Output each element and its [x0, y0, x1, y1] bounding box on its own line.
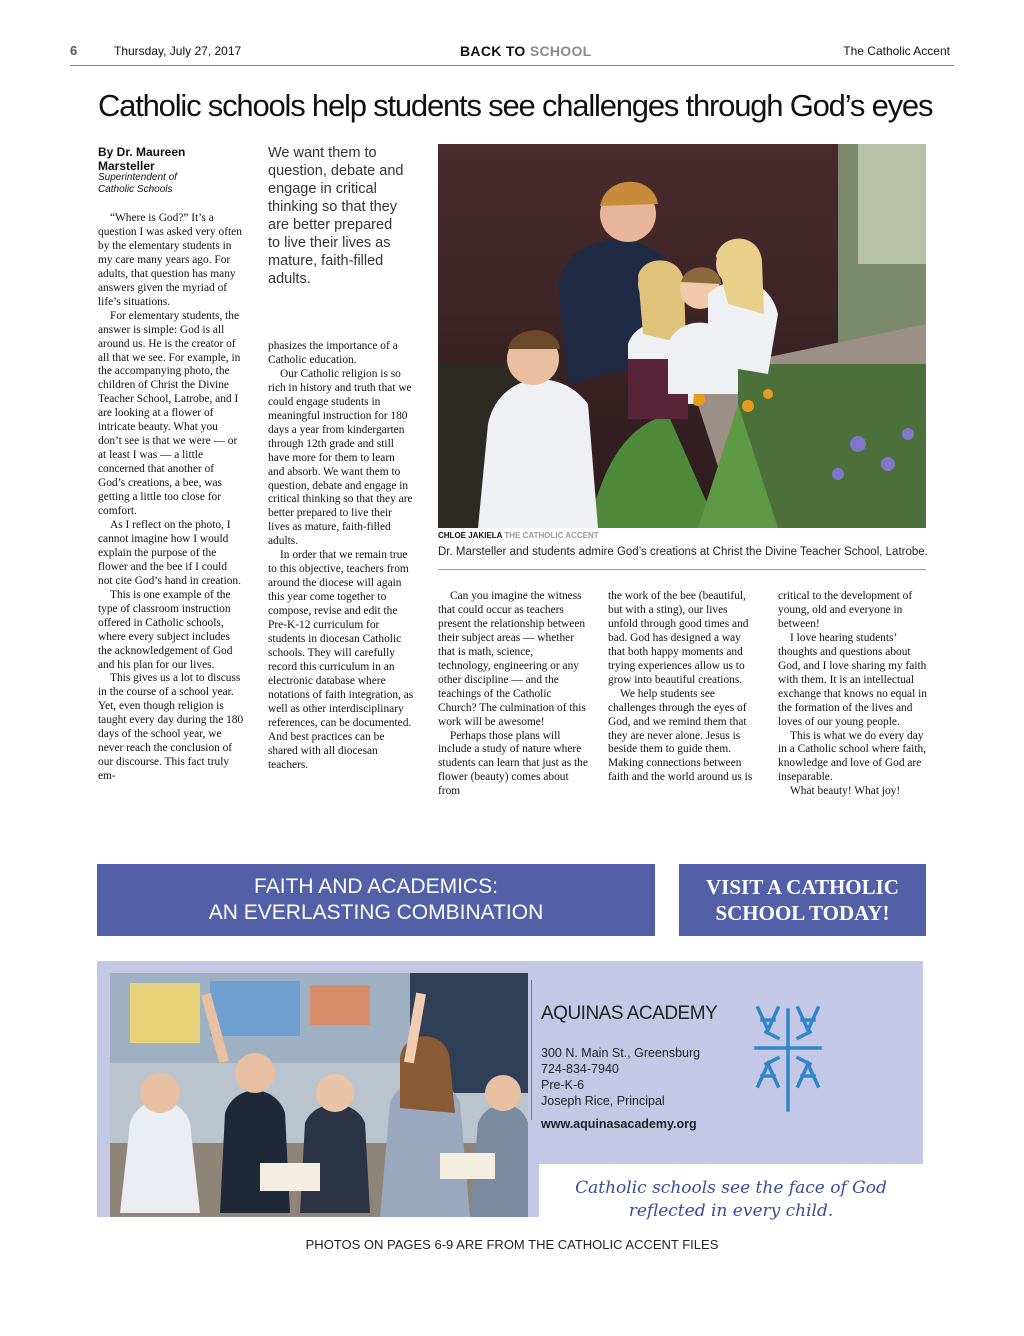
ad-tagline: [539, 1177, 923, 1223]
article-headline: Catholic schools help students see challenges through God’s eyes: [98, 88, 933, 123]
pull-quote: We want them to question, debate and engage in critical thinking so that they are better prepared to live their lives as mature, faith-filled adults.: [268, 145, 404, 287]
article-column-4: [608, 590, 758, 785]
issue-date: Thursday, July 27, 2017: [114, 44, 242, 58]
section-title-part1: BACK TO: [460, 43, 526, 59]
paragraph: the work of the bee (beautiful, but with a sting), our lives unfold through good times and bad. God has designed a way that both happy moments and trying experiences allow us to grow into beautiful creations.: [608, 590, 749, 686]
paragraph: In order that we remain true to this objective, teachers from around the diocese will again this year come together to compose, revise and edit the Pre-K-12 curriculum for students in diocesan Catholic schools. They will carefully record this curriculum in an electronic database where notations of faith integration, as well as other interdisciplinary references, can be documented. And best practices can be shared with all diocesan teachers.: [268, 549, 414, 771]
byline-title: Superintendent of Catholic Schools: [98, 172, 177, 195]
article-column-3: [438, 590, 588, 799]
photo-credit: [438, 531, 599, 540]
paragraph: critical to the development of young, old and everyone in between!: [778, 590, 913, 630]
article-column-5: [778, 590, 928, 799]
photo-credit-name: CHLOE JAKIELA: [438, 531, 503, 540]
paragraph: We help students see challenges through the eyes of God, and we remind them that they are never alone. Jesus is beside them to guide them. Making connections between faith and the world around us is: [608, 687, 753, 784]
photo-caption: Dr. Marsteller and students admire God’s creations at Christ the Divine Teacher School, Latrobe.: [438, 546, 928, 558]
banner-line-1: FAITH AND ACADEMICS:: [254, 875, 498, 898]
paragraph: phasizes the importance of a Catholic education.: [268, 340, 398, 366]
publication-name: The Catholic Accent: [843, 44, 950, 58]
banner-line-2: AN EVERLASTING COMBINATION: [208, 901, 544, 924]
article-photo: [438, 144, 926, 528]
school-name: AQUINAS ACADEMY: [541, 1003, 718, 1024]
classroom-photo-illustration: [110, 973, 528, 1217]
paragraph: What beauty! What joy!: [790, 785, 901, 798]
section-title: [460, 43, 592, 59]
cross-logo-icon: [748, 1000, 828, 1112]
photo-credit-org: THE CATHOLIC ACCENT: [504, 531, 599, 540]
aquinas-academy-logo: [748, 1000, 828, 1112]
section-title-part2: SCHOOL: [529, 43, 592, 59]
ad-divider: [531, 980, 532, 1120]
header-rule: [70, 65, 954, 66]
photo-source-note: PHOTOS ON PAGES 6-9 ARE FROM THE CATHOLIC ACCENT FILES: [305, 1237, 719, 1252]
banner-line-2: SCHOOL TODAY!: [715, 901, 890, 925]
article-column-2: [268, 340, 414, 773]
tagline-line-1: Catholic schools see the face of God: [575, 1178, 887, 1198]
paragraph: This is one example of the type of classroom instruction offered in Catholic schools, where every subject includes the acknowledgement of God and his plan for our lives.: [98, 588, 233, 671]
article-column-1: [98, 212, 244, 784]
paragraph: As I reflect on the photo, I cannot imagine how I would explain the purpose of the flower and the bee if I could not cite God’s hand in creation.: [98, 518, 241, 587]
garden-photo-illustration: [438, 144, 926, 528]
faith-academics-banner: [97, 864, 655, 936]
school-phone: 724-834-7940: [541, 1062, 619, 1076]
paragraph: Our Catholic religion is so rich in history and truth that we could engage students in meaningful instruction for 180 days a year from kindergarten through 12th grade and still have more for them to learn and absorb. We want them to question, debate and engage in critical thinking so that they are better prepared to live their lives as mature, faith-filled adults.: [268, 367, 413, 548]
school-principal: Joseph Rice, Principal: [541, 1094, 665, 1108]
page-number: 6: [70, 43, 78, 58]
banner-line-1: VISIT A CATHOLIC: [706, 875, 899, 899]
paragraph: Perhaps those plans will include a study of nature where students can learn that just as the flower (beauty) comes about from: [438, 729, 588, 798]
school-address: 300 N. Main St., Greensburg: [541, 1046, 701, 1060]
school-website-link[interactable]: www.aquinasacademy.org: [541, 1117, 697, 1131]
paragraph: For elementary students, the answer is simple: God is all around us. He is the creator of all that we see. For example, in the accompanying photo, the children of Christ the Divine Teacher School, Latrobe, and I are looking at a flower of intricate beauty. What you don’t see is that we were — or at least I was — a little concerned that another of God’s creations, a bee, was getting a little too close for comfort.: [98, 309, 241, 518]
paragraph: This is what we do every day in a Catholic school where faith, knowledge and love of God are inseparable.: [778, 729, 927, 784]
tagline-line-2: reflected in every child.: [628, 1201, 834, 1221]
byline-name: By Dr. Maureen Marsteller: [98, 145, 186, 173]
paragraph: This gives us a lot to discuss in the course of a school year. Yet, even though religion is taught every day during the 180 days of the school year, we never reach the conclusion of our discourse. This fact truly em-: [98, 672, 244, 783]
paragraph: Can you imagine the witness that could occur as teachers present the relationship between their subject areas — whether that is math, science, technology, engineering or any other discipline — and the teachings of the Catholic Church? The culmination of this work will be awesome!: [438, 590, 586, 728]
paragraph: “Where is God?” It’s a question I was asked very often by the elementary students in my care many years ago. For adults, that question has many answers given the myriad of life’s situations.: [98, 212, 242, 308]
school-grades: Pre-K-6: [541, 1078, 585, 1092]
caption-rule: [438, 569, 926, 570]
classroom-photo: [110, 973, 528, 1217]
paragraph: I love hearing students’ thoughts and questions about God, and I love sharing my faith with them. It is an intellectual exchange that knows no equal in the formation of the lives and loves of our young people.: [778, 631, 927, 728]
visit-school-banner: [679, 864, 926, 936]
